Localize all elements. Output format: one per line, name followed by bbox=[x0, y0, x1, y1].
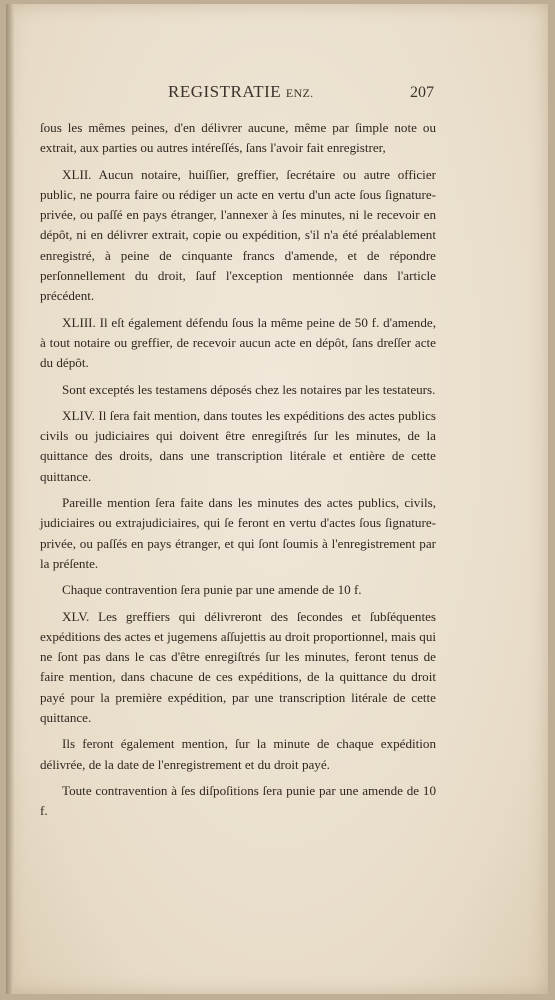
paragraph-article-xliv: XLIV. Il ſera fait mention, dans toutes les expéditions des actes publics civils ou judiciaires qui doivent être enregiſtrés ſur les minutes, de la quittance des droits, dans une transcription litérale et entière de cette quittance. bbox=[40, 407, 436, 484]
paragraph-continuation: ſous les mêmes peines, d'en délivrer aucune, même par ſimple note ou extrait, aux parties ou autres intéreſſés, ſans l'avoir fait enregistrer, bbox=[40, 120, 436, 156]
running-title-suffix: ENZ. bbox=[285, 86, 314, 100]
running-title bbox=[168, 82, 313, 102]
paragraph-exception: Sont exceptés les testamens déposés chez les notaires par les testateurs. bbox=[62, 381, 436, 397]
page-number: 207 bbox=[410, 84, 434, 101]
paragraph-article-xliii: XLIII. Il eſt également défendu ſous la même peine de 50 f. d'amende, à tout notaire ou greffier, de recevoir aucun acte en dépôt, ſans dreſſer acte du dépôt. bbox=[40, 314, 436, 371]
body-text bbox=[40, 118, 436, 822]
paragraph-article-xlii: XLII. Aucun notaire, huiſſier, greffier, ſecrétaire ou autre officier public, ne pourra faire ou rédiger un acte en vertu d'un acte ſous ſignature-privée, ou paſſé en pays étranger, l'annexer à ſes minutes, ni le recevoir en dépôt, ni en délivrer extrait, copie ou expédition, s'il n'a été préalablement enregistré, à peine de cinquante francs d'amende, et de répondre perſonnellement du droit, ſauf l'exception mentionnée dans l'article précédent. bbox=[40, 166, 436, 304]
running-header bbox=[6, 82, 548, 106]
running-title-main: REGISTRATIE bbox=[168, 82, 282, 101]
paragraph-article-xlv: XLV. Les greffiers qui délivreront des ſecondes et ſubſéquentes expéditions des actes et jugemens aſſujettis au droit proportionnel, mais qui ne ſont pas dans le cas d'être enregiſtrés ſur les minutes, feront tenus de faire mention, dans chacune de ces expéditions, de la quittance du droit payé pour la première expédition, par une transcription litérale de cette quittance. bbox=[40, 608, 436, 726]
book-page bbox=[6, 4, 548, 994]
paragraph-penalty-2: Toute contravention à ſes diſpoſitions ſera punie par une amende de 10 f. bbox=[40, 782, 436, 819]
paragraph-minute-mention: Ils feront également mention, ſur la minute de chaque expédition délivrée, de la date de l'enregistrement et du droit payé. bbox=[40, 736, 436, 772]
paragraph-penalty-1: Chaque contravention ſera punie par une amende de 10 f. bbox=[62, 582, 362, 598]
page-spine-edge bbox=[6, 4, 14, 994]
paragraph-mention: Pareille mention ſera faite dans les minutes des actes publics, civils, judiciaires ou extrajudiciaires, qui ſe feront en vertu d'actes ſous ſignature-privée, ou paſſés en pays étranger, et qui ſont ſoumis à l'enregistrement par la préſente. bbox=[40, 495, 436, 571]
